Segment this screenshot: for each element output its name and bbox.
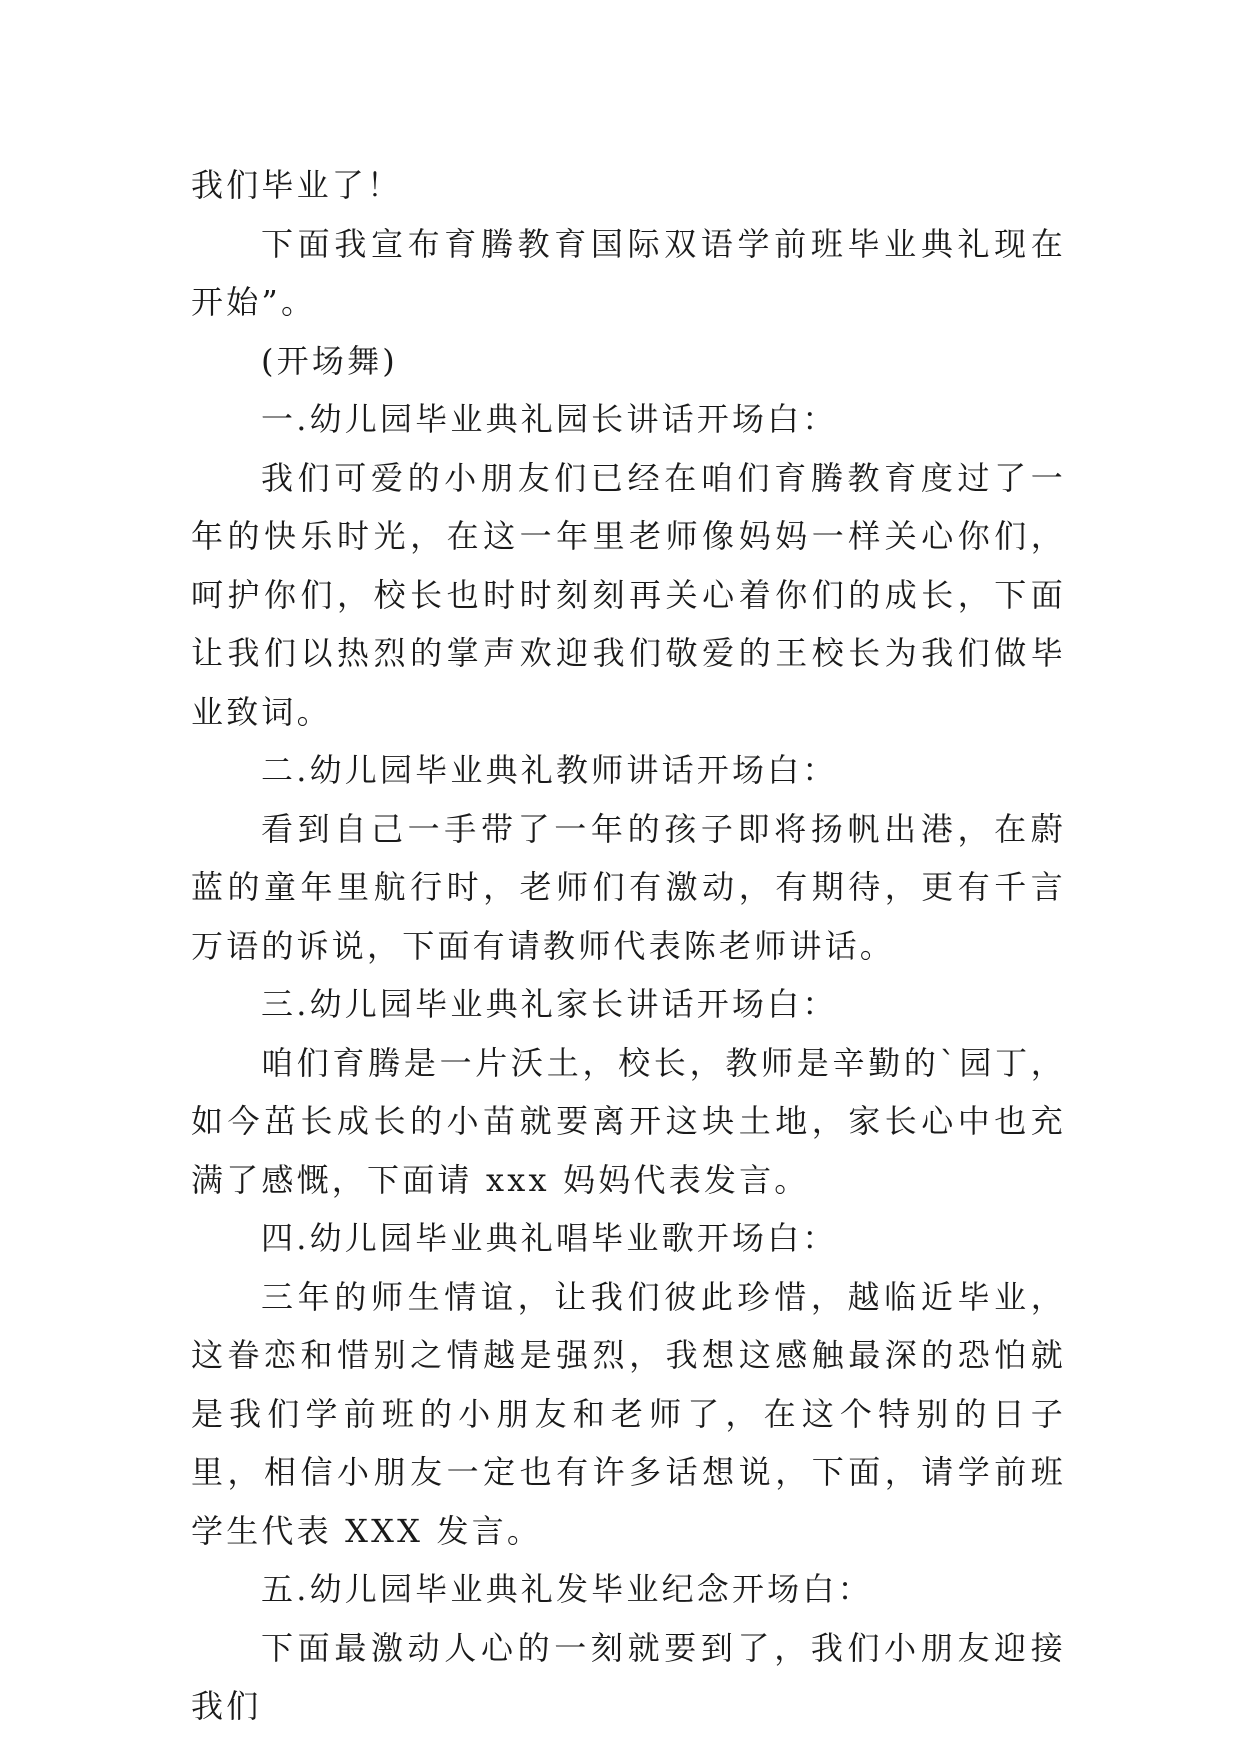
paragraph: 咱们育腾是一片沃土，校长，教师是辛勤的`园丁，如今茁长成长的小苗就要离开这块土地，家长心中也充满了感慨，下面请 xxx 妈妈代表发言。 xyxy=(191,1043,1066,1199)
section-heading: 三.幼儿园毕业典礼家长讲话开场白： xyxy=(261,985,838,1023)
section-heading: 五.幼儿园毕业典礼发毕业纪念开场白： xyxy=(261,1570,873,1608)
section-heading: 一.幼儿园毕业典礼园长讲话开场白： xyxy=(261,400,838,438)
section-heading: 四.幼儿园毕业典礼唱毕业歌开场白： xyxy=(261,1219,838,1257)
paragraph: 下面最激动人心的一刻就要到了，我们小朋友迎接我们 xyxy=(191,1628,1066,1725)
document-body xyxy=(191,156,1066,1736)
paragraph: 看到自己一手带了一年的孩子即将扬帆出港，在蔚蓝的童年里航行时，老师们有激动，有期待，更有千言万语的诉说，下面有请教师代表陈老师讲话。 xyxy=(191,809,1066,965)
paragraph: 我们毕业了！ xyxy=(191,166,403,204)
section-heading: 二.幼儿园毕业典礼教师讲话开场白： xyxy=(261,751,838,789)
paragraph: 我们可爱的小朋友们已经在咱们育腾教育度过了一年的快乐时光，在这一年里老师像妈妈一样关心你们，呵护你们，校长也时时刻刻再关心着你们的成长，下面让我们以热烈的掌声欢迎我们敬爱的王校长为我们做毕业致词。 xyxy=(191,458,1066,731)
paragraph: 三年的师生情谊，让我们彼此珍惜，越临近毕业，这眷恋和惜别之情越是强烈，我想这感触最深的恐怕就是我们学前班的小朋友和老师了，在这个特别的日子里，相信小朋友一定也有许多话想说，下面，请学前班学生代表 XXX 发言。 xyxy=(191,1277,1066,1550)
paragraph: (开场舞) xyxy=(261,341,398,380)
paragraph: 下面我宣布育腾教育国际双语学前班毕业典礼现在开始”。 xyxy=(191,224,1066,321)
